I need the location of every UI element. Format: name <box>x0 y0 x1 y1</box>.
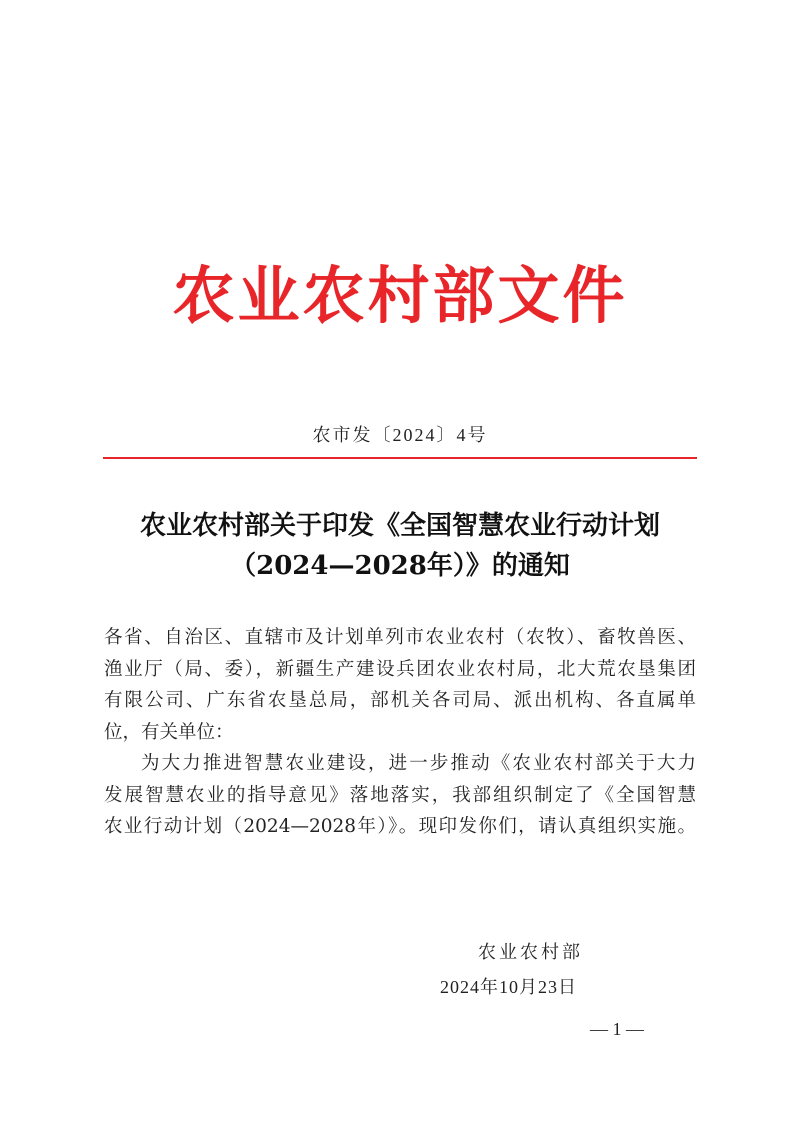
red-divider-line <box>103 457 697 459</box>
paragraph-line: 农业行动计划（2024—2028年）》。现印发你们，请认真组织实施。 <box>104 816 696 837</box>
signature-date: 2024年10月23日 <box>440 977 577 997</box>
addressee-line: 有限公司、广东省农垦总局，部机关各司局、派出机构、各直属单 <box>104 690 696 711</box>
addressee-line: 各省、自治区、直辖市及计划单列市农业农村（农牧）、畜牧兽医、 <box>104 627 696 648</box>
addressee-line: 位，有关单位： <box>104 721 234 743</box>
paragraph-line: 为大力推进智慧农业建设，进一步推动《农业农村部关于大力 <box>141 753 696 774</box>
signature-org: 农业农村部 <box>478 942 583 963</box>
masthead-title: 农业农村部文件 <box>172 259 628 332</box>
document-title <box>100 506 700 586</box>
signature-block <box>440 936 620 1004</box>
document-body <box>104 622 696 843</box>
paragraph-line: 发展智慧农业的指导意见》落地落实，我部组织制定了《全国智慧 <box>104 784 696 806</box>
document-number: 农市发〔2024〕4号 <box>312 425 488 445</box>
document-title-line-1: 农业农村部关于印发《全国智慧农业行动计划 <box>139 511 660 541</box>
page-number: — 1 — <box>590 1019 644 1039</box>
document-title-line-2: （2024—2028年）》的通知 <box>230 551 570 581</box>
addressee-line: 渔业厅（局、委），新疆生产建设兵团农业农村局，北大荒农垦集团 <box>104 658 696 680</box>
